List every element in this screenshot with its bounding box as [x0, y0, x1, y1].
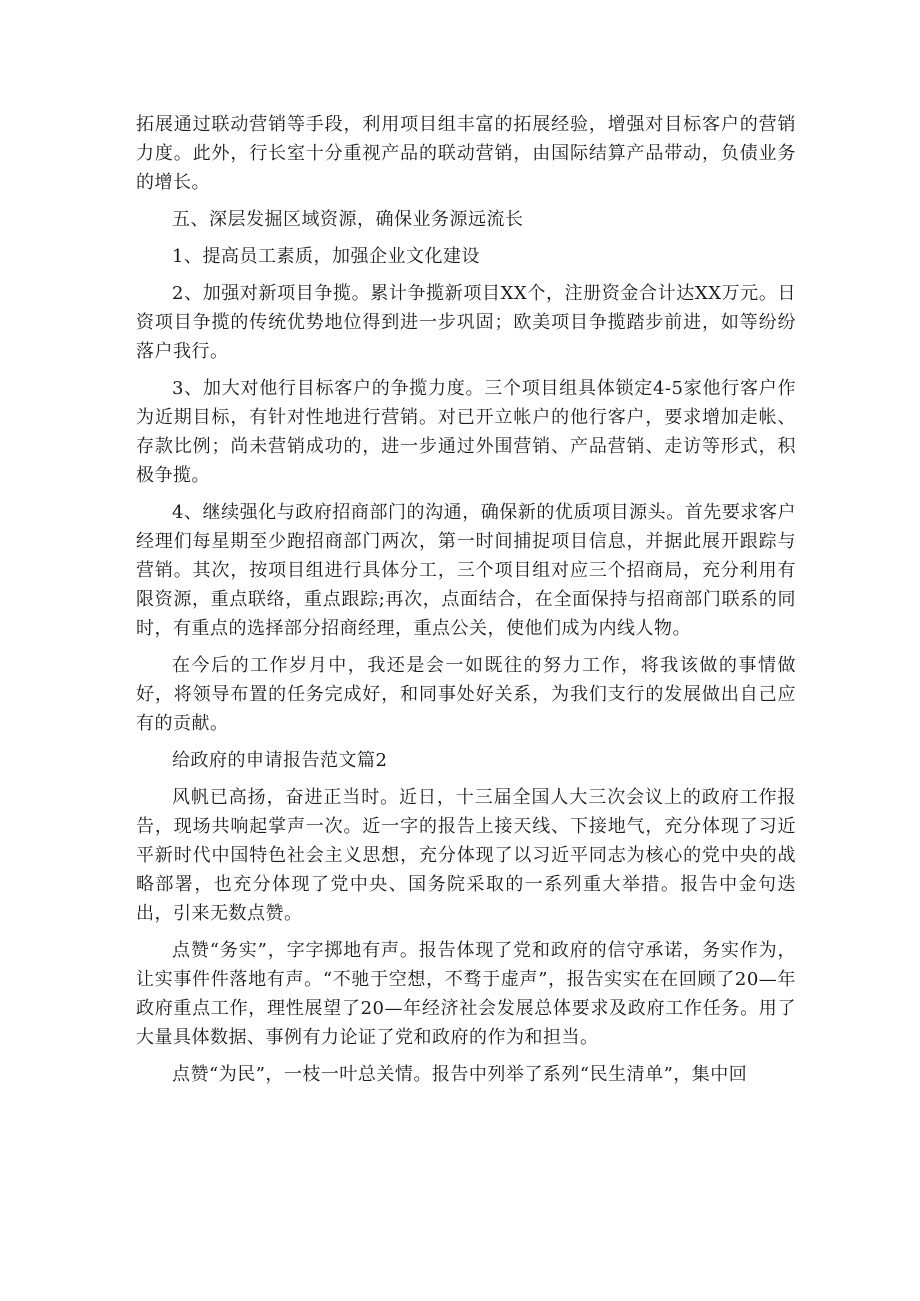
paragraph: 3、加大对他行目标客户的争揽力度。三个项目组具体锁定4-5家他行客户作为近期目标，有针对性地进行营销。对已开立帐户的他行客户，要求增加走帐、存款比例；尚未营销成功的，进一步通过外围营销、产品营销、走访等形式，积极争揽。: [136, 378, 796, 486]
paragraph: 风帆已高扬，奋进正当时。近日，十三届全国人大三次会议上的政府工作报告，现场共响起掌声一次。近一字的报告上接天线、下接地气，充分体现了习近平新时代中国特色社会主义思想，充分体现了以习近平同志为核心的党中央的战略部署，也充分体现了党中央、国务院采取的一系列重大举措。报告中金句迭出，引来无数点赞。: [136, 787, 796, 924]
section-heading: 五、深层发掘区域资源，确保业务源远流长: [172, 209, 524, 230]
paragraph: 4、继续强化与政府招商部门的沟通，确保新的优质项目源头。首先要求客户经理们每星期至少跑招商部门两次，第一时间捕捉项目信息，并据此展开跟踪与营销。其次，按项目组进行具体分工，三个项目组对应三个招商局，充分利用有限资源，重点联络，重点跟踪;再次，点面结合，在全面保持与招商部门联系的同时，有重点的选择部分招商经理，重点公关，使他们成为内线人物。: [136, 502, 796, 639]
paragraph: 在今后的工作岁月中，我还是会一如既往的努力工作，将我该做的事情做好，将领导布置的任务完成好，和同事处好关系，为我们支行的发展做出自己应有的贡献。: [136, 655, 796, 734]
section-heading: 给政府的申请报告范文篇2: [172, 750, 388, 771]
paragraph: 2、加强对新项目争揽。累计争揽新项目XX个，注册资金合计达XX万元。日资项目争揽的传统优势地位得到进一步巩固；欧美项目争揽踏步前进，如等纷纷落户我行。: [136, 283, 796, 362]
paragraph: 点赞“为民”，一枝一叶总关情。报告中列举了系列“民生清单”，集中回: [172, 1064, 748, 1085]
paragraph: 拓展通过联动营销等手段，利用项目组丰富的拓展经验，增强对目标客户的营销力度。此外，行长室十分重视产品的联动营销，由国际结算产品带动，负债业务的增长。: [136, 114, 796, 193]
paragraph: 1、提高员工素质，加强企业文化建设: [172, 246, 480, 267]
document-body: [136, 110, 796, 1097]
paragraph: 点赞“务实”，字字掷地有声。报告体现了党和政府的信守承诺，务实作为，让实事件件落地有声。“不驰于空想，不骛于虚声”，报告实实在在回顾了20—年政府重点工作，理性展望了20—年经济社会发展总体要求及政府工作任务。用了大量具体数据、事例有力论证了党和政府的作为和担当。: [136, 940, 796, 1048]
